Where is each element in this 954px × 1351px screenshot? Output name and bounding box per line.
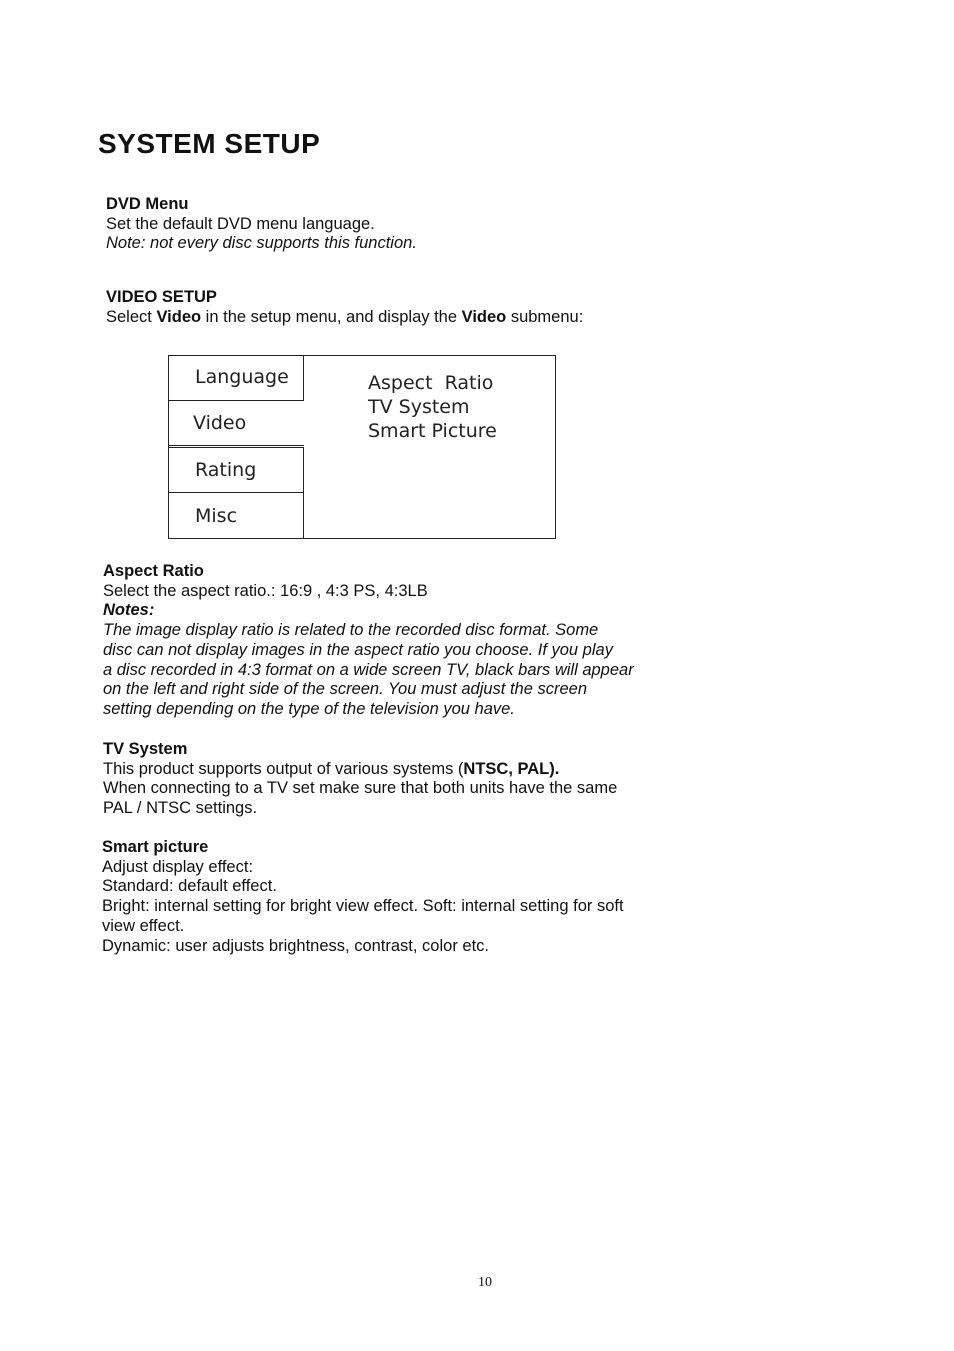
- video-setup-section: [106, 288, 583, 327]
- smart-picture-section: [102, 838, 624, 956]
- notes-line: disc can not display images in the aspect ratio you choose. If you play: [103, 640, 613, 659]
- video-submenu: [368, 371, 497, 443]
- aspect-ratio-heading: Aspect Ratio: [103, 562, 204, 580]
- smart-picture-line: Standard: default effect.: [102, 877, 277, 896]
- smart-picture-line: view effect.: [102, 916, 185, 935]
- dvd-menu-section: [106, 195, 417, 254]
- smart-picture-line: Dynamic: user adjusts brightness, contrast, color etc.: [102, 936, 489, 955]
- tv-system-line: PAL / NTSC settings.: [103, 799, 258, 818]
- dvd-menu-note: Note: not every disc supports this function.: [106, 234, 417, 253]
- tv-system-heading: TV System: [103, 740, 188, 758]
- video-setup-intro: Select Video in the setup menu, and display the Video submenu:: [106, 307, 584, 326]
- aspect-ratio-section: [103, 562, 634, 720]
- smart-picture-line: Adjust display effect:: [102, 857, 254, 876]
- notes-line: a disc recorded in 4:3 format on a wide screen TV, black bars will appear: [103, 660, 634, 679]
- submenu-item-aspect-ratio: Aspect Ratio: [368, 372, 494, 394]
- smart-picture-line: Bright: internal setting for bright view effect. Soft: internal setting for soft: [102, 897, 624, 916]
- aspect-ratio-description: Select the aspect ratio.: 16:9 , 4:3 PS, 4:3LB: [103, 581, 428, 600]
- page-title: SYSTEM SETUP: [98, 128, 321, 159]
- menu-tab-rating: Rating: [169, 447, 304, 493]
- tv-system-section: [103, 740, 617, 819]
- menu-tab-misc: Misc: [169, 493, 304, 539]
- notes-line: The image display ratio is related to the recorded disc format. Some: [103, 621, 599, 640]
- smart-picture-heading: Smart picture: [102, 838, 209, 856]
- tv-system-line: When connecting to a TV set make sure that both units have the same: [103, 779, 618, 798]
- notes-line: setting depending on the type of the television you have.: [103, 699, 515, 718]
- dvd-menu-heading: DVD Menu: [106, 195, 189, 213]
- notes-label: Notes:: [103, 601, 155, 620]
- page-number: 10: [478, 1275, 492, 1290]
- submenu-item-tv-system: TV System: [368, 396, 470, 418]
- notes-line: on the left and right side of the screen. You must adjust the screen: [103, 680, 587, 699]
- menu-tab-language: Language: [169, 355, 304, 401]
- menu-tab-video: Video: [169, 400, 304, 446]
- setup-menu-diagram: [168, 355, 556, 539]
- submenu-item-smart-picture: Smart Picture: [368, 420, 497, 442]
- video-setup-heading: VIDEO SETUP: [106, 288, 217, 306]
- dvd-menu-description: Set the default DVD menu language.: [106, 214, 375, 233]
- tv-system-line: This product supports output of various systems (NTSC, PAL).: [103, 759, 560, 778]
